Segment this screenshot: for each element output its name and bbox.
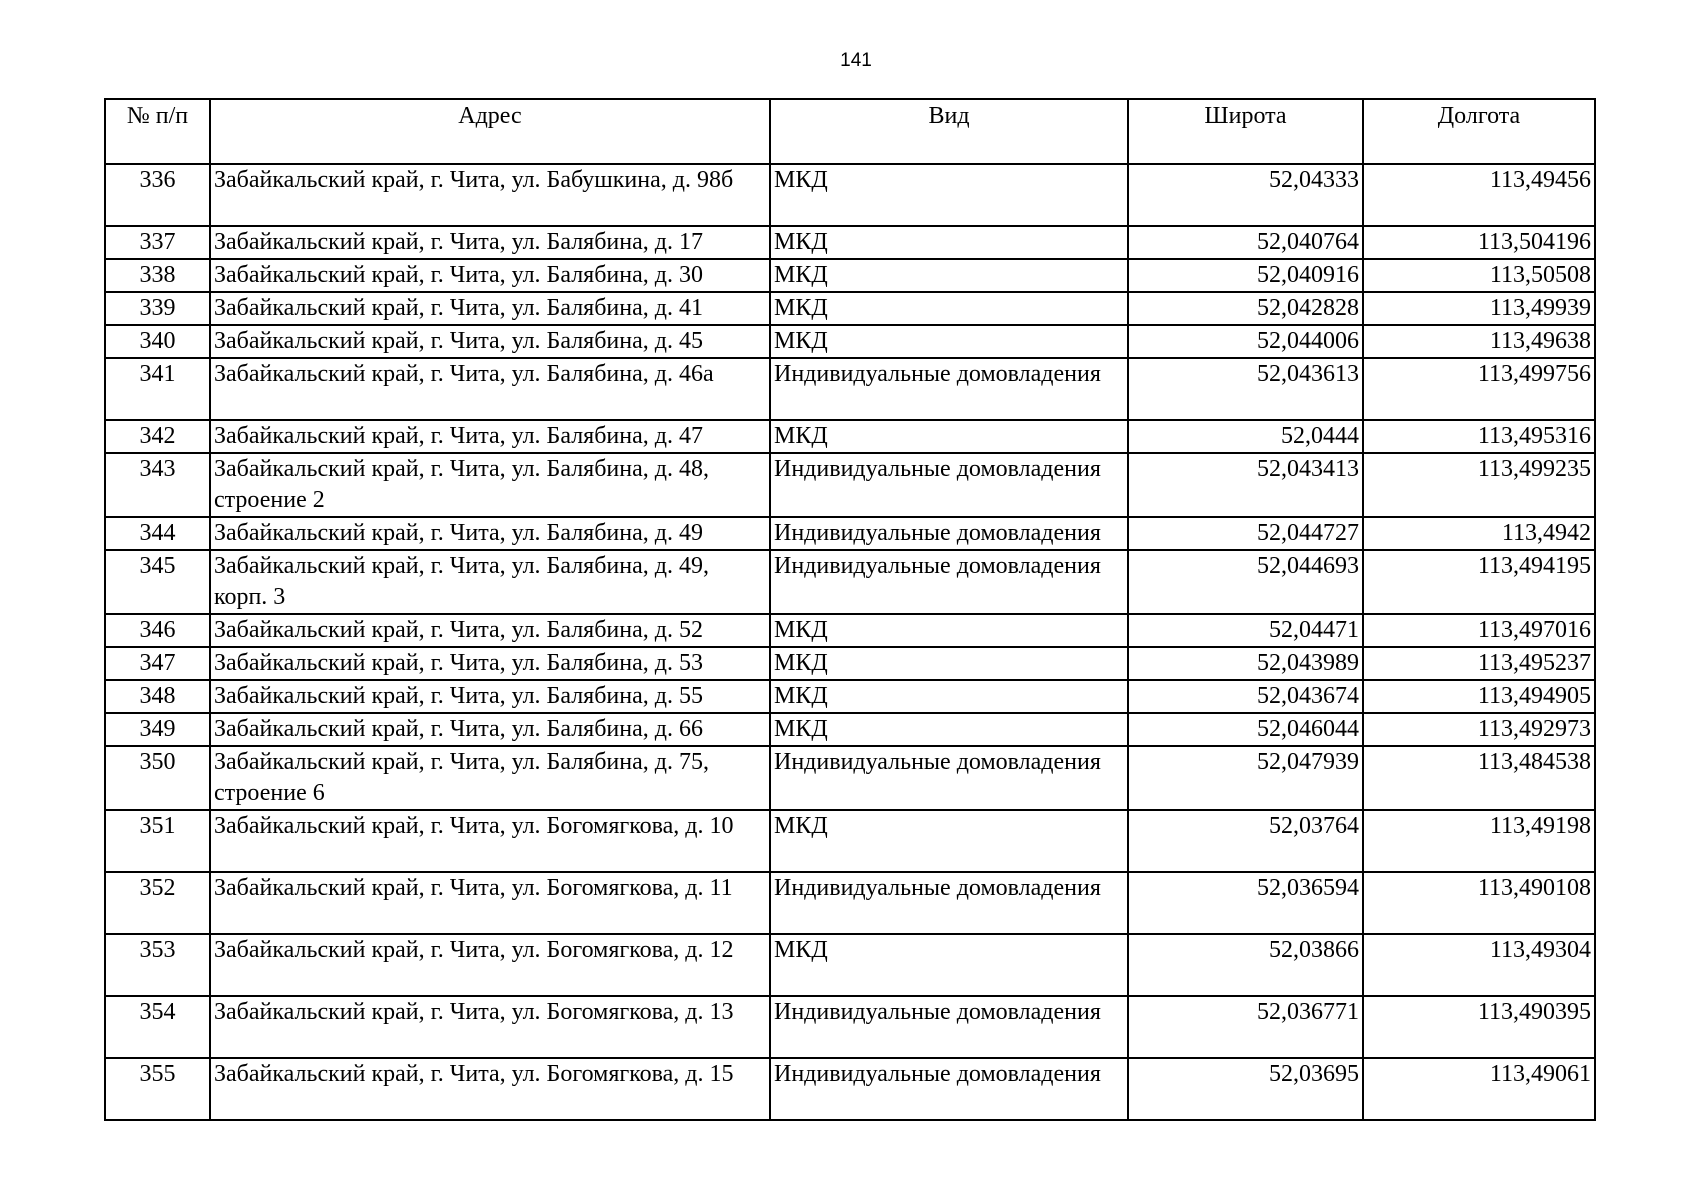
cell-address: Забайкальский край, г. Чита, ул. Богомягкова, д. 15 (210, 1058, 770, 1120)
cell-address: Забайкальский край, г. Чита, ул. Богомягкова, д. 10 (210, 810, 770, 872)
cell-latitude: 52,047939 (1128, 746, 1363, 810)
cell-num: 349 (105, 713, 210, 746)
cell-type: Индивидуальные домовладения (770, 746, 1128, 810)
cell-latitude: 52,043613 (1128, 358, 1363, 420)
cell-latitude: 52,044693 (1128, 550, 1363, 614)
cell-address: Забайкальский край, г. Чита, ул. Богомягкова, д. 11 (210, 872, 770, 934)
cell-longitude: 113,49456 (1363, 164, 1595, 226)
cell-longitude: 113,492973 (1363, 713, 1595, 746)
table-row (105, 420, 1595, 453)
cell-type: МКД (770, 680, 1128, 713)
cell-longitude: 113,504196 (1363, 226, 1595, 259)
cell-latitude: 52,044727 (1128, 517, 1363, 550)
cell-num: 338 (105, 259, 210, 292)
cell-num: 345 (105, 550, 210, 614)
table-row (105, 453, 1595, 517)
cell-num: 350 (105, 746, 210, 810)
cell-address: Забайкальский край, г. Чита, ул. Балябина, д. 30 (210, 259, 770, 292)
table-header (105, 99, 1595, 164)
cell-type: МКД (770, 934, 1128, 996)
cell-num: 346 (105, 614, 210, 647)
cell-address: Забайкальский край, г. Чита, ул. Балябина, д. 17 (210, 226, 770, 259)
cell-latitude: 52,03866 (1128, 934, 1363, 996)
table-row (105, 226, 1595, 259)
cell-latitude: 52,044006 (1128, 325, 1363, 358)
cell-num: 351 (105, 810, 210, 872)
column-header-num: № п/п (105, 99, 210, 164)
cell-longitude: 113,494905 (1363, 680, 1595, 713)
cell-latitude: 52,046044 (1128, 713, 1363, 746)
cell-latitude: 52,043674 (1128, 680, 1363, 713)
cell-address: Забайкальский край, г. Чита, ул. Балябина, д. 41 (210, 292, 770, 325)
cell-num: 348 (105, 680, 210, 713)
table-row (105, 1058, 1595, 1120)
table-row (105, 325, 1595, 358)
cell-type: Индивидуальные домовладения (770, 1058, 1128, 1120)
table-row (105, 810, 1595, 872)
cell-type: Индивидуальные домовладения (770, 517, 1128, 550)
cell-type: Индивидуальные домовладения (770, 453, 1128, 517)
column-header-address: Адрес (210, 99, 770, 164)
cell-num: 355 (105, 1058, 210, 1120)
cell-num: 339 (105, 292, 210, 325)
cell-longitude: 113,495237 (1363, 647, 1595, 680)
cell-latitude: 52,036771 (1128, 996, 1363, 1058)
table-row (105, 550, 1595, 614)
cell-longitude: 113,49061 (1363, 1058, 1595, 1120)
table-row (105, 614, 1595, 647)
column-header-latitude: Широта (1128, 99, 1363, 164)
cell-num: 343 (105, 453, 210, 517)
table-row (105, 517, 1595, 550)
cell-address: Забайкальский край, г. Чита, ул. Балябина, д. 49 (210, 517, 770, 550)
cell-longitude: 113,495316 (1363, 420, 1595, 453)
cell-latitude: 52,04333 (1128, 164, 1363, 226)
header-row (105, 99, 1595, 164)
cell-address: Забайкальский край, г. Чита, ул. Балябина, д. 66 (210, 713, 770, 746)
table-row (105, 713, 1595, 746)
cell-latitude: 52,042828 (1128, 292, 1363, 325)
cell-num: 341 (105, 358, 210, 420)
cell-longitude: 113,49939 (1363, 292, 1595, 325)
cell-latitude: 52,0444 (1128, 420, 1363, 453)
cell-latitude: 52,040916 (1128, 259, 1363, 292)
cell-num: 344 (105, 517, 210, 550)
cell-num: 342 (105, 420, 210, 453)
address-table (104, 98, 1596, 1121)
cell-type: МКД (770, 713, 1128, 746)
table-row (105, 259, 1595, 292)
cell-latitude: 52,040764 (1128, 226, 1363, 259)
cell-latitude: 52,03695 (1128, 1058, 1363, 1120)
cell-type: МКД (770, 420, 1128, 453)
cell-longitude: 113,484538 (1363, 746, 1595, 810)
cell-latitude: 52,04471 (1128, 614, 1363, 647)
cell-latitude: 52,036594 (1128, 872, 1363, 934)
column-header-type: Вид (770, 99, 1128, 164)
table-row (105, 996, 1595, 1058)
cell-address: Забайкальский край, г. Чита, ул. Богомягкова, д. 12 (210, 934, 770, 996)
cell-type: МКД (770, 614, 1128, 647)
cell-address: Забайкальский край, г. Чита, ул. Балябина, д. 53 (210, 647, 770, 680)
cell-latitude: 52,03764 (1128, 810, 1363, 872)
cell-address: Забайкальский край, г. Чита, ул. Балябина, д. 45 (210, 325, 770, 358)
cell-address: Забайкальский край, г. Чита, ул. Бабушкина, д. 98б (210, 164, 770, 226)
cell-type: МКД (770, 810, 1128, 872)
cell-longitude: 113,49198 (1363, 810, 1595, 872)
cell-type: МКД (770, 259, 1128, 292)
cell-type: МКД (770, 226, 1128, 259)
cell-type: Индивидуальные домовладения (770, 872, 1128, 934)
table-row (105, 872, 1595, 934)
cell-longitude: 113,50508 (1363, 259, 1595, 292)
table-row (105, 292, 1595, 325)
cell-longitude: 113,499756 (1363, 358, 1595, 420)
table-row (105, 680, 1595, 713)
cell-address: Забайкальский край, г. Чита, ул. Балябина, д. 55 (210, 680, 770, 713)
cell-type: МКД (770, 325, 1128, 358)
cell-address: Забайкальский край, г. Чита, ул. Балябина, д. 49, корп. 3 (210, 550, 770, 614)
table-body (105, 164, 1595, 1120)
table-row (105, 164, 1595, 226)
cell-longitude: 113,49304 (1363, 934, 1595, 996)
page-number: 141 (840, 50, 872, 71)
cell-type: МКД (770, 647, 1128, 680)
cell-longitude: 113,494195 (1363, 550, 1595, 614)
cell-longitude: 113,490395 (1363, 996, 1595, 1058)
cell-longitude: 113,490108 (1363, 872, 1595, 934)
cell-num: 336 (105, 164, 210, 226)
cell-longitude: 113,4942 (1363, 517, 1595, 550)
cell-address: Забайкальский край, г. Чита, ул. Балябина, д. 46а (210, 358, 770, 420)
cell-type: Индивидуальные домовладения (770, 358, 1128, 420)
cell-num: 352 (105, 872, 210, 934)
cell-type: Индивидуальные домовладения (770, 996, 1128, 1058)
cell-type: МКД (770, 292, 1128, 325)
cell-type: Индивидуальные домовладения (770, 550, 1128, 614)
cell-address: Забайкальский край, г. Чита, ул. Балябина, д. 47 (210, 420, 770, 453)
table-row (105, 358, 1595, 420)
cell-longitude: 113,499235 (1363, 453, 1595, 517)
cell-address: Забайкальский край, г. Чита, ул. Балябина, д. 52 (210, 614, 770, 647)
cell-num: 340 (105, 325, 210, 358)
cell-address: Забайкальский край, г. Чита, ул. Балябина, д. 75, строение 6 (210, 746, 770, 810)
table-row (105, 746, 1595, 810)
cell-num: 354 (105, 996, 210, 1058)
cell-num: 347 (105, 647, 210, 680)
table-row (105, 647, 1595, 680)
table-row (105, 934, 1595, 996)
cell-num: 353 (105, 934, 210, 996)
cell-longitude: 113,49638 (1363, 325, 1595, 358)
cell-latitude: 52,043989 (1128, 647, 1363, 680)
cell-address: Забайкальский край, г. Чита, ул. Балябина, д. 48, строение 2 (210, 453, 770, 517)
cell-latitude: 52,043413 (1128, 453, 1363, 517)
cell-address: Забайкальский край, г. Чита, ул. Богомягкова, д. 13 (210, 996, 770, 1058)
cell-num: 337 (105, 226, 210, 259)
cell-longitude: 113,497016 (1363, 614, 1595, 647)
cell-type: МКД (770, 164, 1128, 226)
column-header-longitude: Долгота (1363, 99, 1595, 164)
